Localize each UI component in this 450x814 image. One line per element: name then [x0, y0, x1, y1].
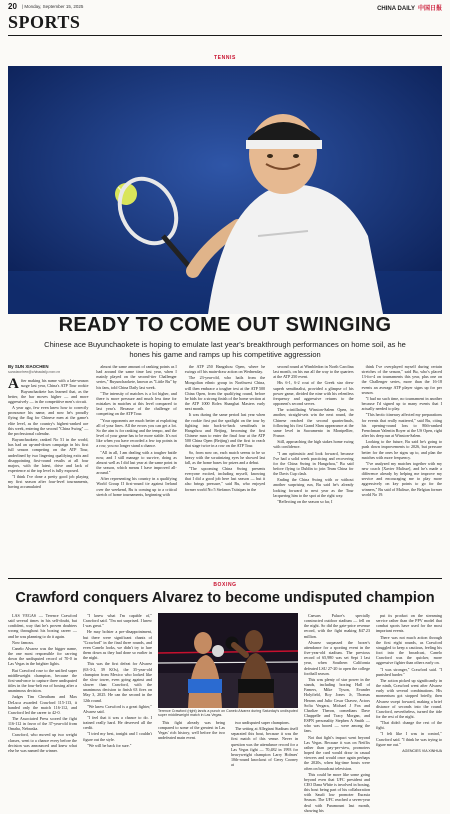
paragraph: Alvarez surpassed the boxer's attendance for a sporting event in the five-year-old stadium. The previous record of 65,980 was set Sept 1 last year, when Southern California defeated LSU 27-20 to open the college football season. [304, 639, 370, 676]
paragraph: think I've overplayed myself during certain stretches of the season," said Bu, who's placed 13-for-4 on tournaments this year, plus one on the Challenger series, more than the 16-18 events an average ATP player signs up for per season. [361, 364, 442, 395]
paragraph: The scintillating Winston-Salem Open, in another, straight-sets win the next round, the Chinese reached the second quarterfinals, following his first Grand Slam appearance at the same level in Sacramento in Montpellier, France. [273, 407, 354, 439]
paragraph: "I tried my best, tonight and I couldn't figure out the style. [83, 731, 152, 742]
paragraph: The action picked up significantly in the ninth, Crawford went after Alvarez early with several combinations. His momentum got stopped briefly, then Alvarez swept forward, making a brief distance of seconds into the round. Crawford, nevertheless, turned the tide for the rest of the night. [376, 677, 442, 719]
paragraph: put its product on the streaming service rather than the PPV model that combat sports have used for the most important events. [376, 613, 442, 634]
paragraph: "I am optimistic and look forward, because I've had a solid week practicing and recovering for the China Swing in Hangzhou," Bu said before flying to Dublin to join Team China for the Davis Cup clash. [273, 450, 354, 477]
article-column [273, 364, 353, 576]
article-column [158, 720, 225, 768]
paragraph: After making his name with a late-season surge last year, China's ATP Tour rookie Buyunchaokete has learned that, as the better, the bar moves higher — and more aggressively — in the competitive men's circuit. [8, 376, 89, 404]
tennis-photo [8, 66, 442, 314]
boxing-match-illustration [158, 613, 298, 708]
paragraph: This was the first defeat for Alvarez (63-3-2, 39 KOs), the 35-year-old champion from Mexico who looked like the slow tower, even going against and slower than Crawford, with the unanimous decision to finish 63 fires on May 3, 2025. He can the second in the 12th round. [83, 661, 152, 703]
paragraph: "I've analyzed my matches together with my new coach [Xavier Malisse], and he's made a difference already by helping me improve my service and encouraging me to play more aggressively on key points to go for the winners," Bu said of Malisse, the Belgian former world No 19. [361, 460, 442, 497]
paragraph: "That didn't change the rest of the fight. [376, 720, 442, 731]
paragraph: "This hectic itinerary affected my preparations for events that really mattered," said Bu, citing his opening-round loss to 80th-ranked Frenchman Valentin Royer at the US Open, right after his deep run at Winston-Salem. [361, 412, 442, 439]
paragraph: the ATP 250 Hangzhou Open, where he swings off his main-draw action on Wednesday. [184, 364, 266, 375]
page-number: 20 [8, 2, 17, 11]
paragraph: "I had no such time, no tournament in another because I'd signed up to many events that I actually needed to play. [361, 395, 442, 412]
boxing-headline: Crawford conquers Alvarez to become undisputed champion [15, 590, 435, 606]
story-divider [8, 578, 442, 579]
paragraph: But Crawford rose to the unified super middleweight champion, because the first-and-once to capture three undisputed titles in the four-belt era of boxing after a unanimous decision. [8, 667, 77, 694]
paragraph: Ending the China Swing with or without another surprising run, Bu said he's already looking forward to next year as the Tour lacquering him to the spot at the right way. [273, 477, 354, 498]
paragraph: There was not much action through the first eight rounds, as Crawford struggled to keep a cautious, feeling his foot into the broadcast, Canelo Crawford was the quicker, more aggressive fighter than others early on. [376, 634, 442, 666]
paragraph: Not that fight's impact went beyond Las Vegas. Because it was on Netflix rather than pay-per-view, promoters hoped the card would draw in casual viewers and would once again perhaps the 2020s, when big-time bouts were often on broadcast television. [304, 734, 370, 771]
paragraph: Looking to the future, Bu said he's going to push down improvements to 2026, but pressure better for the ones he signs up to, and plan the matches with more frequency. [361, 439, 442, 460]
boxing-article-left [8, 613, 152, 753]
paragraph: "Your opponents are much better at exploiting all of your lines. All the errors you can get a lot. So the aim is for ranking and the tempo, and the level of your game has to be more stable. It's not like when you have recorded a few top points in a row, you no longer stand a chance. [96, 417, 177, 449]
paragraph: The Associated Press scored the fight 116-112 in favor of the 37-year-old from Omaha, Nebraska. [8, 715, 77, 732]
tennis-kicker: TENNIS [214, 55, 236, 61]
boxing-article-right [304, 613, 442, 813]
paragraph: "I think I've done a pretty good job playing my first season after four-level tournaments, having accumulated [8, 474, 89, 490]
article-column [304, 613, 370, 814]
paragraph: "I knew what I'm capable of," Crawford said. "I'm not surprised. I knew I was great." [83, 613, 152, 629]
paper-name-cn: 中国日报 [417, 6, 442, 12]
paragraph: two undisputed super champions. [235, 720, 290, 725]
paragraph: "All in all, I am dealing with a tougher battle now, and I still manage to survive, doing as almost well as I did last year at the same point in the season, which means I have improved all-around." [96, 449, 177, 476]
agency-credit: AGENCIES VIA XINHUA [402, 748, 442, 753]
article-column [185, 364, 265, 576]
tennis-headline: READY TO COME OUT SWINGING [58, 314, 392, 336]
paragraph: It was during the same period last year when the rookie first put the spotlight on the tour by fighting into back-to-back semifinals in Hangzhou and Beijing, becoming the first Chinese man to enter the final four at the ATP 500 China Open (Beijing) and the first to reach that stage twice in a row on the ATP Tour. [184, 412, 266, 449]
paragraph: He may bolster a pre-disappointment, but there were significant chants of "Crawford" in the final three rounds, and even Canelo looks, we didn't try to lure them down as they had done so earlier in the night. [83, 629, 152, 661]
tennis-player-illustration [8, 66, 442, 314]
article-column [376, 613, 442, 814]
paragraph: Now famous. [12, 639, 35, 645]
section-title: SPORTS [8, 12, 81, 32]
byline-email: sunxiaochen@chinadaily.com.cn [8, 370, 61, 375]
boxing-kicker: BOXING [213, 582, 237, 588]
article-column [8, 613, 77, 754]
paragraph: Judges Tim Cheatham and Max DeLuca awarded Crawford 115-113, it handed only the match 116-112, and Crawford led the career to 42-0. [8, 694, 77, 715]
article-column [96, 364, 176, 576]
paragraph: Crawford, who moved up two weight classes, went to a chance every before the decision was announced and knew what else he was named the winner. [8, 732, 77, 753]
paragraph: Caesars Palace's specially constructed outdoor stadium — fell on the night. So did the gate-price revenue record, with the fight making $47.23 million. [304, 613, 370, 639]
paragraph: "We will be back for sure." [87, 742, 132, 748]
paragraph: "I was stronger," Crawford said. "I punished harder." [376, 666, 442, 677]
article-column [362, 364, 442, 576]
tennis-article-body [8, 364, 442, 576]
paragraph: This was plenty of star power in the stands, including boxing Hall of Famers, Mike Tyson, Evander Holyfield, Roy Jones Jr, Thomas Hearns and Julio Cesar Chavez, Actors Sofia Vergara, Michael J Fox and Charlize Theron, comedians Dave Chappelle and Tracy Morgan, and ESPN personality Stephen A Smith — who was booed — were among the fans. [304, 676, 370, 734]
paragraph: The 23-year-old, who hails from the Mongolian ethnic group in Northwest China, will then embrace a tougher test at the ATP 500 China Open, from the qualifying round, before he bids for a strong finish of the home section at the ATP 1000 Rolex Shanghai Masters early next month. [184, 375, 266, 412]
article-column [231, 720, 298, 768]
paragraph: Canelo Alvarez was the bigger name, the one most responsible for carving down the undisputed record of 70-0 in Las Vegas in the brighter lights. [8, 645, 77, 667]
paragraph: almost the same amount of ranking points as I had around the same time last year, when I mainly played on the second-tier Challenger series," Buyunchaokete, known as "Little Bu" by his fans, told China Daily last week. [96, 364, 177, 390]
article-column [83, 613, 152, 754]
paragraph: The setting at Allegiant Stadium itself separated this bout, because it was the first match of this venue. Never in question was the attendance record for a Las Vegas fight — 70,482 in 1993 for heavyweight champion Larry Holmes' 10th-round knockout of Gerry Cooney at [231, 726, 298, 768]
photo-caption: Terence Crawford (right) lands a punch on Canelo Alvarez during Saturday's undisputed super middleweight match in Las Vegas. [158, 709, 298, 718]
dateline: | Monday, September 15, 2025 [22, 4, 84, 9]
paragraph: After representing his country in a qualifying World Group II first-round tie against Ireland over the weekend, Bu is coming up to a critical stretch of home tournaments, beginning with [96, 476, 177, 497]
tennis-deck: Chinese ace Buyunchaokete is hoping to emulate last year's breakthrough performances on home soil, as he hones his game and ramps up his competitive aggression [44, 340, 406, 359]
masthead [377, 3, 442, 12]
paragraph: second round at Wimbledon in North Carolina last month, on his run all the way to the quarters at the ATP 250 event. [273, 364, 354, 380]
paragraph: "Reflecting on the season so far, I [277, 498, 333, 504]
byline: By SUN XIAOCHEN [8, 364, 49, 369]
section-divider [8, 35, 442, 36]
paragraph: This fight already was being compared to some of the greatest in Las Vegas' rich history, well before the two undefeated main event. [158, 720, 225, 741]
paragraph: So, from now on, each match seems to be so heavy with the scrutinizing eyes he showed last fall, as the home bases for prizes and a debut. [184, 449, 266, 465]
paragraph: "I felt like I was in control," Crawford said. "I think he was trying to figure me out." [376, 731, 442, 747]
paragraph: Still, approaching the high stakes home swing with confidence. [273, 439, 354, 450]
page-header [0, 0, 450, 12]
paragraph: His 6-1, 6-2 rout of the Greek star drew superb semifinalist, provided a glimpse of his power game, divided the nine with his relentless frequency and aggressive returns to the opponent's second serves. [273, 380, 354, 407]
drop-cap: A [8, 376, 19, 393]
paragraph: "The upcoming China Swing presents everyone excited, including myself, knowing that I did a good job here last season — but it also brings pressure," said Bu, who enjoyed former world No 5 Stefanos Tsitsipas in the [184, 465, 266, 492]
paragraph: "We knew Crawford is a great fighter," Alvarez said. [83, 703, 152, 714]
paper-name: CHINA DAILY [377, 6, 415, 12]
paragraph: This could be more like some going beyond even that UFC president and CEO Dana White is involved in boxing, this bout being part of his collaboration with Saudi low promoter Eurasia Season. The UFC reached a seven-year deal with Paramount last month, showing his [304, 771, 370, 813]
article-column [8, 364, 88, 576]
paragraph: "I feel that it was a chance to do. I trained really hard. He deserved all the credit. [83, 714, 152, 731]
boxing-article-middle [158, 720, 298, 768]
boxing-photo [158, 613, 298, 708]
paragraph: Buyunchaokete, ranked No 51 in the world, has had an up-and-down campaign in his first full season competing on the ATP Tour, underlined by two lingering qualifying exits and disappointing first-round results at all four majors, with the latest, drive and lack of experience at the top level is fully exposed. [8, 437, 89, 473]
paragraph: LAS VEGAS — Terence Crawford said several times in his self-doubt, but confident, way that he's proven doubters wrong throughout his boxing career — and he was planning to do it again. [8, 613, 77, 639]
paragraph: A year ago, few even knew how to correctly pronounce his name, and now he's proudly flying the flag for Chinese men at the game's elite level, as the country's highest-ranked ace this week, entering the second "China Swing" — the professional calendar. [8, 405, 89, 436]
paragraph: "The intensity of matches is a lot higher, and there is more pressure and much less time for mistakes in matches at this level compared to last year's. Because of the challenge of competing on the ATP Tour. [96, 390, 177, 417]
